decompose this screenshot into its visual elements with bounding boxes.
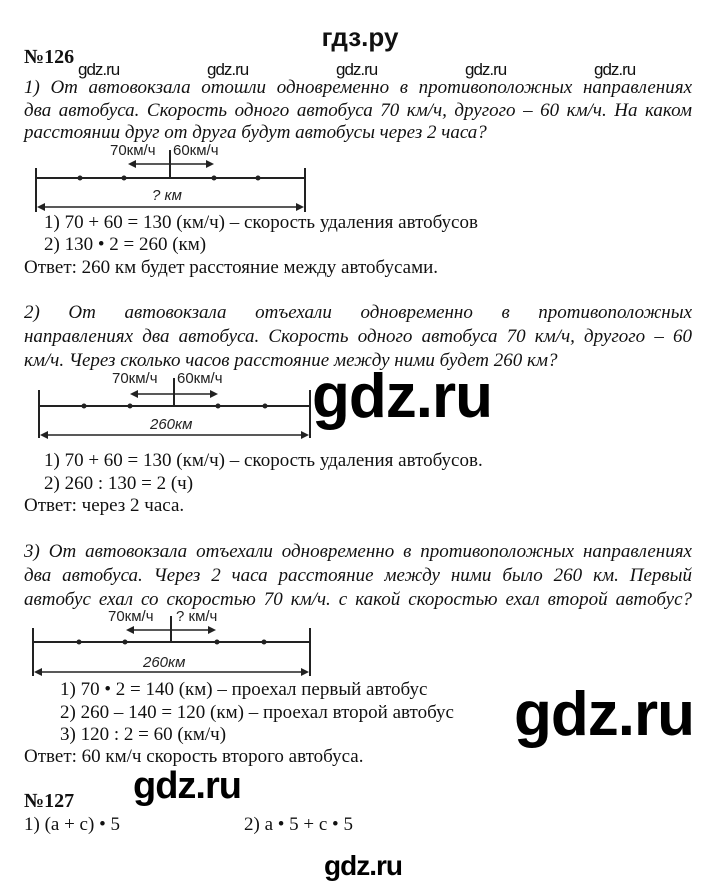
watermark: gdz.ru bbox=[336, 60, 378, 79]
problem-3-text: два автобуса. Через 2 часа расстояние между ними было 260 км. Первый bbox=[24, 565, 692, 586]
answer: Ответ: 60 км/ч скорость второго автобуса. bbox=[24, 746, 364, 767]
watermark: gdz.ru bbox=[207, 60, 249, 79]
right-speed-label: 60км/ч bbox=[177, 370, 223, 387]
diagram-1 bbox=[0, 138, 330, 214]
left-speed-label: 70км/ч bbox=[110, 142, 156, 159]
watermark-large: gdz.ru bbox=[514, 680, 694, 749]
solution-step: 2) 260 – 140 = 120 (км) – проехал второй автобус bbox=[60, 702, 454, 723]
solution-step: 1) 70 + 60 = 130 (км/ч) – скорость удаления автобусов. bbox=[44, 450, 483, 471]
solution-step: 1) 70 • 2 = 140 (км) – проехал первый автобус bbox=[60, 679, 428, 700]
problem-3-text: 3) От автовокзала отъехали одновременно в противоположных направлениях bbox=[24, 541, 692, 562]
solution-step: 2) 130 • 2 = 260 (км) bbox=[44, 234, 207, 255]
total-distance-label: 260км bbox=[143, 654, 186, 671]
diagram-2 bbox=[0, 366, 330, 442]
total-distance-label: ? км bbox=[152, 187, 182, 204]
expression-1: 1) (a + c) • 5 bbox=[24, 814, 120, 835]
watermark-medium: gdz.ru bbox=[133, 765, 241, 807]
problem-2-text: км/ч. Через сколько часов расстояние между ними будет 260 км? bbox=[24, 350, 558, 371]
watermark: gdz.ru bbox=[594, 60, 636, 79]
answer: Ответ: через 2 часа. bbox=[24, 495, 185, 516]
left-speed-label: 70км/ч bbox=[112, 370, 158, 387]
task-number-126: №126 bbox=[24, 46, 75, 68]
problem-3-text: автобус ехал со скоростью 70 км/ч. с какой скоростью ехал второй автобус? bbox=[24, 589, 692, 610]
answer: Ответ: 260 км будет расстояние между автобусами. bbox=[24, 257, 439, 278]
solution-step: 1) 70 + 60 = 130 (км/ч) – скорость удаления автобусов bbox=[44, 212, 478, 233]
right-speed-label: 60км/ч bbox=[173, 142, 219, 159]
watermark-large: gdz.ru bbox=[312, 362, 492, 431]
problem-2-text: направлениях два автобуса. Скорость одного автобуса 70 км/ч, другого – 60 bbox=[24, 326, 692, 347]
problem-1-text: расстоянии друг от друга будут автобусы через 2 часа? bbox=[24, 122, 487, 143]
left-speed-label: 70км/ч bbox=[108, 608, 154, 625]
watermark: gdz.ru bbox=[78, 60, 120, 79]
problem-1-text: два автобуса. Скорость одного автобуса 70 км/ч, другого – 60 км/ч. На каком bbox=[24, 100, 692, 121]
watermark: gdz.ru bbox=[465, 60, 507, 79]
problem-1-text: 1) От автовокзала отошли одновременно в противоположных направлениях bbox=[24, 77, 692, 98]
total-distance-label: 260км bbox=[150, 416, 193, 433]
solution-step: 2) 260 : 130 = 2 (ч) bbox=[44, 473, 194, 494]
diagram-3 bbox=[0, 604, 330, 680]
right-speed-label: ? км/ч bbox=[176, 608, 218, 625]
task-number-127: №127 bbox=[24, 790, 75, 812]
watermark-footer: gdz.ru bbox=[324, 850, 402, 881]
problem-2-text: 2) От автовокзала отъехали одновременно в противоположных bbox=[24, 302, 692, 323]
expression-2: 2) a • 5 + c • 5 bbox=[244, 814, 353, 835]
solution-step: 3) 120 : 2 = 60 (км/ч) bbox=[60, 724, 227, 745]
site-header: гдз.ру bbox=[321, 22, 399, 52]
